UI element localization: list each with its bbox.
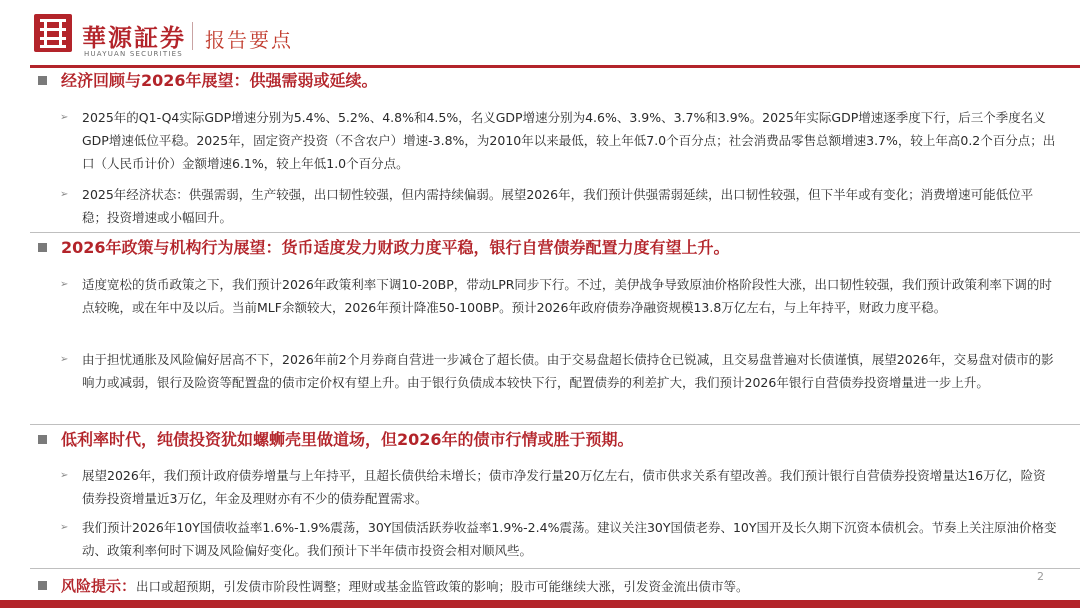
page-title: 报告要点: [205, 28, 293, 52]
section-heading-text: 经济回顾与2026年展望：供强需弱或延续。: [61, 71, 378, 90]
footer-rule: [0, 600, 1080, 608]
section-divider: [30, 424, 1080, 425]
header-rule: [30, 65, 1080, 68]
paragraph: [60, 106, 1057, 175]
square-bullet-icon: [38, 76, 47, 85]
paragraph-text: 由于担忧通胀及风险偏好居高不下，2026年前2个月券商自营进一步减仓了超长债。由于交易盘超长债持仓已锐减，且交易盘普遍对长债谨慎，展望2026年，交易盘对债市的影响力或减弱，银行及险资等配置盘的债市定价权有望上升。由于银行负债成本较快下行，配置债券的利差扩大，我们预计2026年银行自营债券投资增量进一步上升。: [82, 352, 1054, 390]
section-heading-text: 2026年政策与机构行为展望：货币适度发力财政力度平稳，银行自营债券配置力度有望上升。: [61, 238, 730, 257]
arrow-bullet-icon: ➢: [60, 189, 69, 200]
risk-note: [38, 576, 749, 597]
arrow-bullet-icon: ➢: [60, 112, 69, 123]
paragraph-text: 展望2026年，我们预计政府债券增量与上年持平，且超长债供给未增长；债市净发行量20万亿左右，债市供求关系有望改善。我们预计银行自营债券投资增量达16万亿，险资债券投资增量近3万亿，年金及理财亦有不少的债券配置需求。: [82, 468, 1046, 506]
section-divider: [30, 232, 1080, 233]
square-bullet-icon: [38, 581, 47, 590]
section-heading: [38, 430, 634, 450]
page-header: [0, 0, 1080, 64]
section-heading: [38, 71, 378, 91]
paragraph: [60, 348, 1057, 394]
square-bullet-icon: [38, 243, 47, 252]
section-heading: [38, 238, 730, 258]
header-separator: [192, 22, 193, 50]
brand-name-english: HUAYUAN SECURITIES: [84, 50, 183, 58]
paragraph: [60, 183, 1057, 229]
paragraph: [60, 516, 1057, 562]
square-bullet-icon: [38, 435, 47, 444]
brand-name: 華源証券: [82, 23, 186, 52]
paragraph-text: 我们预计2026年10Y国债收益率1.6%-1.9%震荡，30Y国债活跃券收益率1.9%-2.4%震荡。建议关注30Y国债老券、10Y国开及长久期下沉资本债机会。节奏上关注原油价格变动、政策利率何时下调及风险偏好变化。我们预计下半年债市投资会相对顺风些。: [82, 520, 1057, 558]
company-logo-icon: [34, 14, 72, 52]
arrow-bullet-icon: ➢: [60, 522, 69, 533]
arrow-bullet-icon: ➢: [60, 354, 69, 365]
section-divider: [30, 568, 1080, 569]
paragraph: [60, 464, 1057, 510]
section-heading-text: 低利率时代，纯债投资犹如螺蛳壳里做道场，但2026年的债市行情或胜于预期。: [61, 430, 634, 449]
paragraph-text: 2025年经济状态：供强需弱，生产较强，出口韧性较强，但内需持续偏弱。展望2026年，我们预计供强需弱延续，出口韧性较强，但下半年或有变化；消费增速可能低位平稳；投资增速或小幅回升。: [82, 187, 1034, 225]
paragraph-text: 适度宽松的货币政策之下，我们预计2026年政策利率下调10-20BP，带动LPR同步下行。不过，美伊战争导致原油价格阶段性大涨，出口韧性较强，我们预计政策利率下调的时点较晚，或在年中及以后。当前MLF余额较大，2026年预计降准50-100BP。预计2026年政府债券净融资规模13.8万亿左右，与上年持平，财政力度平稳。: [82, 277, 1052, 315]
paragraph-text: 2025年的Q1-Q4实际GDP增速分别为5.4%、5.2%、4.8%和4.5%，名义GDP增速分别为4.6%、3.9%、3.7%和3.9%。2025年实际GDP增速逐季度下行，后三个季度名义GDP增速低位平稳。2025年，固定资产投资（不含农户）增速-3.8%，为2010年以来最低，较上年低7.0个百分点；社会消费品零售总额增速3.7%，较上年高0.2个百分点；出口（人民币计价）金额增速6.1%，较上年低1.0个百分点。: [82, 110, 1056, 171]
arrow-bullet-icon: ➢: [60, 279, 69, 290]
paragraph: [60, 273, 1057, 319]
arrow-bullet-icon: ➢: [60, 470, 69, 481]
risk-text: 出口或超预期，引发债市阶段性调整；理财或基金监管政策的影响；股市可能继续大涨，引发资金流出债市等。: [136, 579, 749, 594]
risk-label: 风险提示：: [61, 577, 137, 595]
page-number: 2: [1037, 570, 1044, 583]
